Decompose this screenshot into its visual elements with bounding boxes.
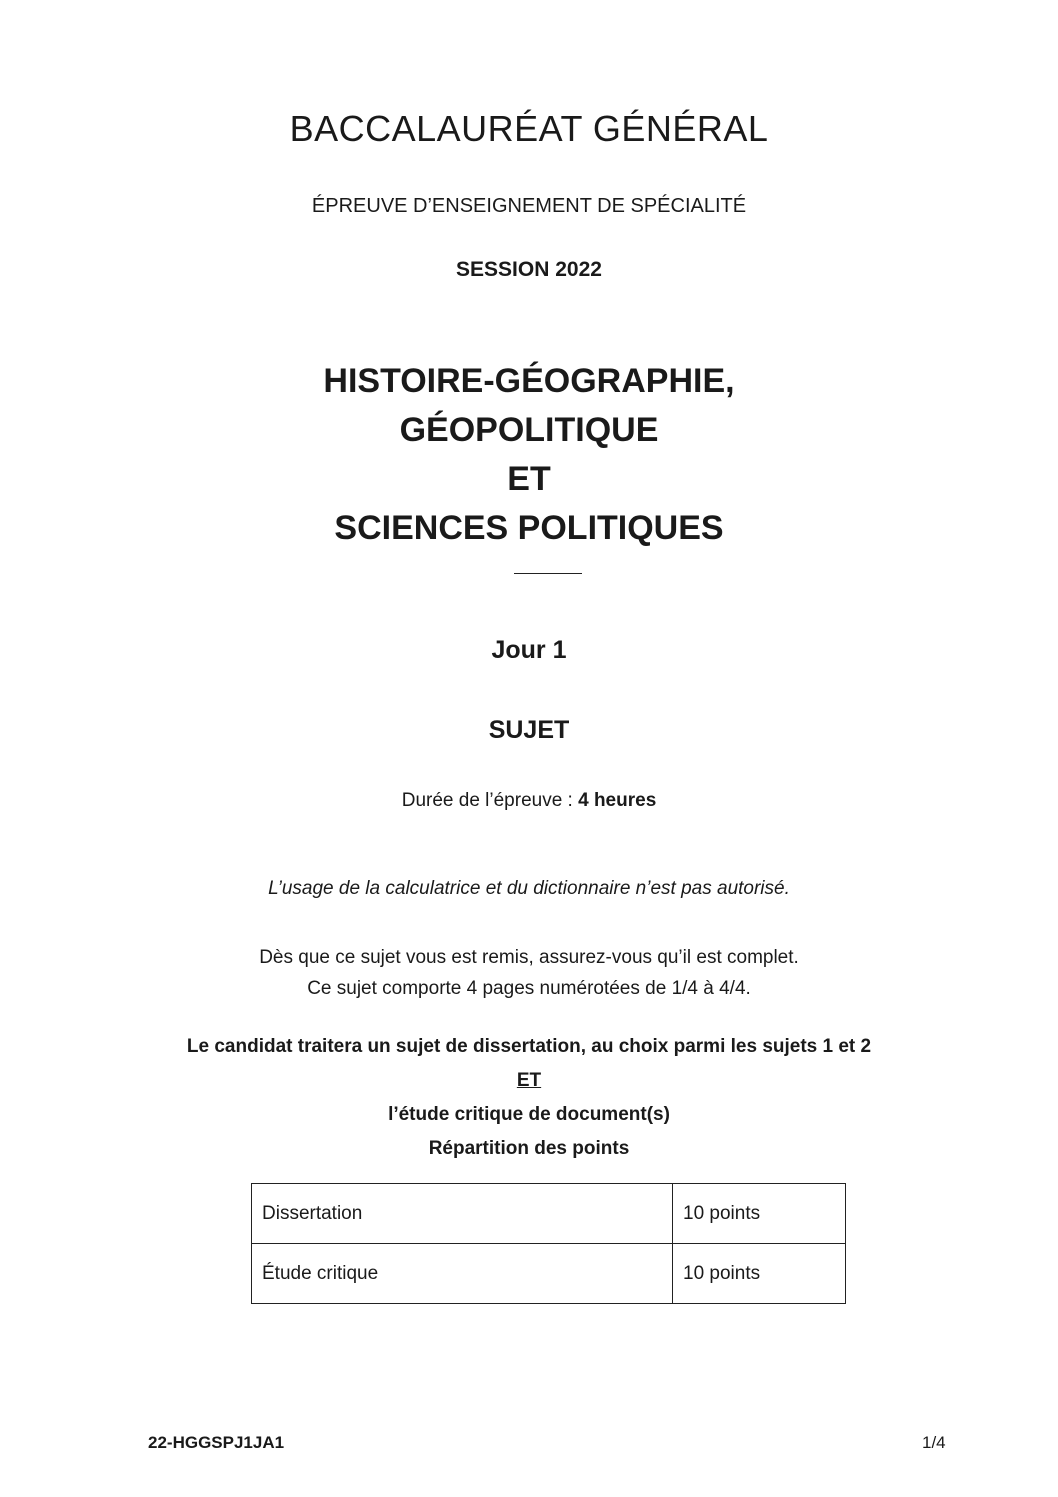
calculator-notice: L’usage de la calculatrice et du dictionnaire n’est pas autorisé.	[268, 878, 790, 899]
subject-line: HISTOIRE-GÉOGRAPHIE,	[323, 362, 735, 400]
table-cell-points: 10 points	[673, 1184, 846, 1244]
table-cell-points: 10 points	[673, 1244, 846, 1304]
instructions-line: Le candidat traitera un sujet de dissertation, au choix parmi les sujets 1 et 2	[186, 1036, 872, 1057]
page-number: 1/4	[922, 1433, 946, 1452]
duration-line	[0, 790, 1058, 812]
instructions-line	[0, 1064, 1058, 1132]
table-cell-label: Dissertation	[252, 1184, 673, 1244]
subject-code: 22-HGGSPJ1JA1	[148, 1433, 285, 1452]
candidate-instructions	[0, 1030, 1058, 1132]
subject-line: SCIENCES POLITIQUES	[334, 509, 724, 547]
day-label: Jour 1	[491, 636, 567, 664]
table-cell-label: Étude critique	[252, 1244, 673, 1304]
table-row	[252, 1184, 846, 1244]
instructions-rest: l’étude critique de document(s)	[388, 1104, 670, 1125]
completeness-notice	[0, 942, 1058, 1004]
exam-title: BACCALAURÉAT GÉNÉRAL	[289, 108, 769, 149]
session-label: SESSION 2022	[456, 258, 602, 281]
subject-title	[0, 357, 1058, 553]
table-row	[252, 1244, 846, 1304]
subject-line: ET	[507, 460, 551, 498]
instructions-et: ET	[516, 1070, 542, 1091]
sujet-label: SUJET	[488, 716, 570, 744]
completeness-line: Ce sujet comporte 4 pages numérotées de 1/4 à 4/4.	[307, 978, 751, 999]
subject-line: GÉOPOLITIQUE	[399, 411, 659, 449]
completeness-line: Dès que ce sujet vous est remis, assurez-vous qu’il est complet.	[259, 947, 799, 968]
duration-label: Durée de l’épreuve :	[401, 790, 579, 811]
duration-value: 4 heures	[578, 790, 657, 811]
exam-type: ÉPREUVE D’ENSEIGNEMENT DE SPÉCIALITÉ	[311, 195, 747, 217]
title-divider	[514, 573, 582, 574]
points-heading: Répartition des points	[428, 1138, 630, 1159]
points-table	[251, 1183, 846, 1304]
